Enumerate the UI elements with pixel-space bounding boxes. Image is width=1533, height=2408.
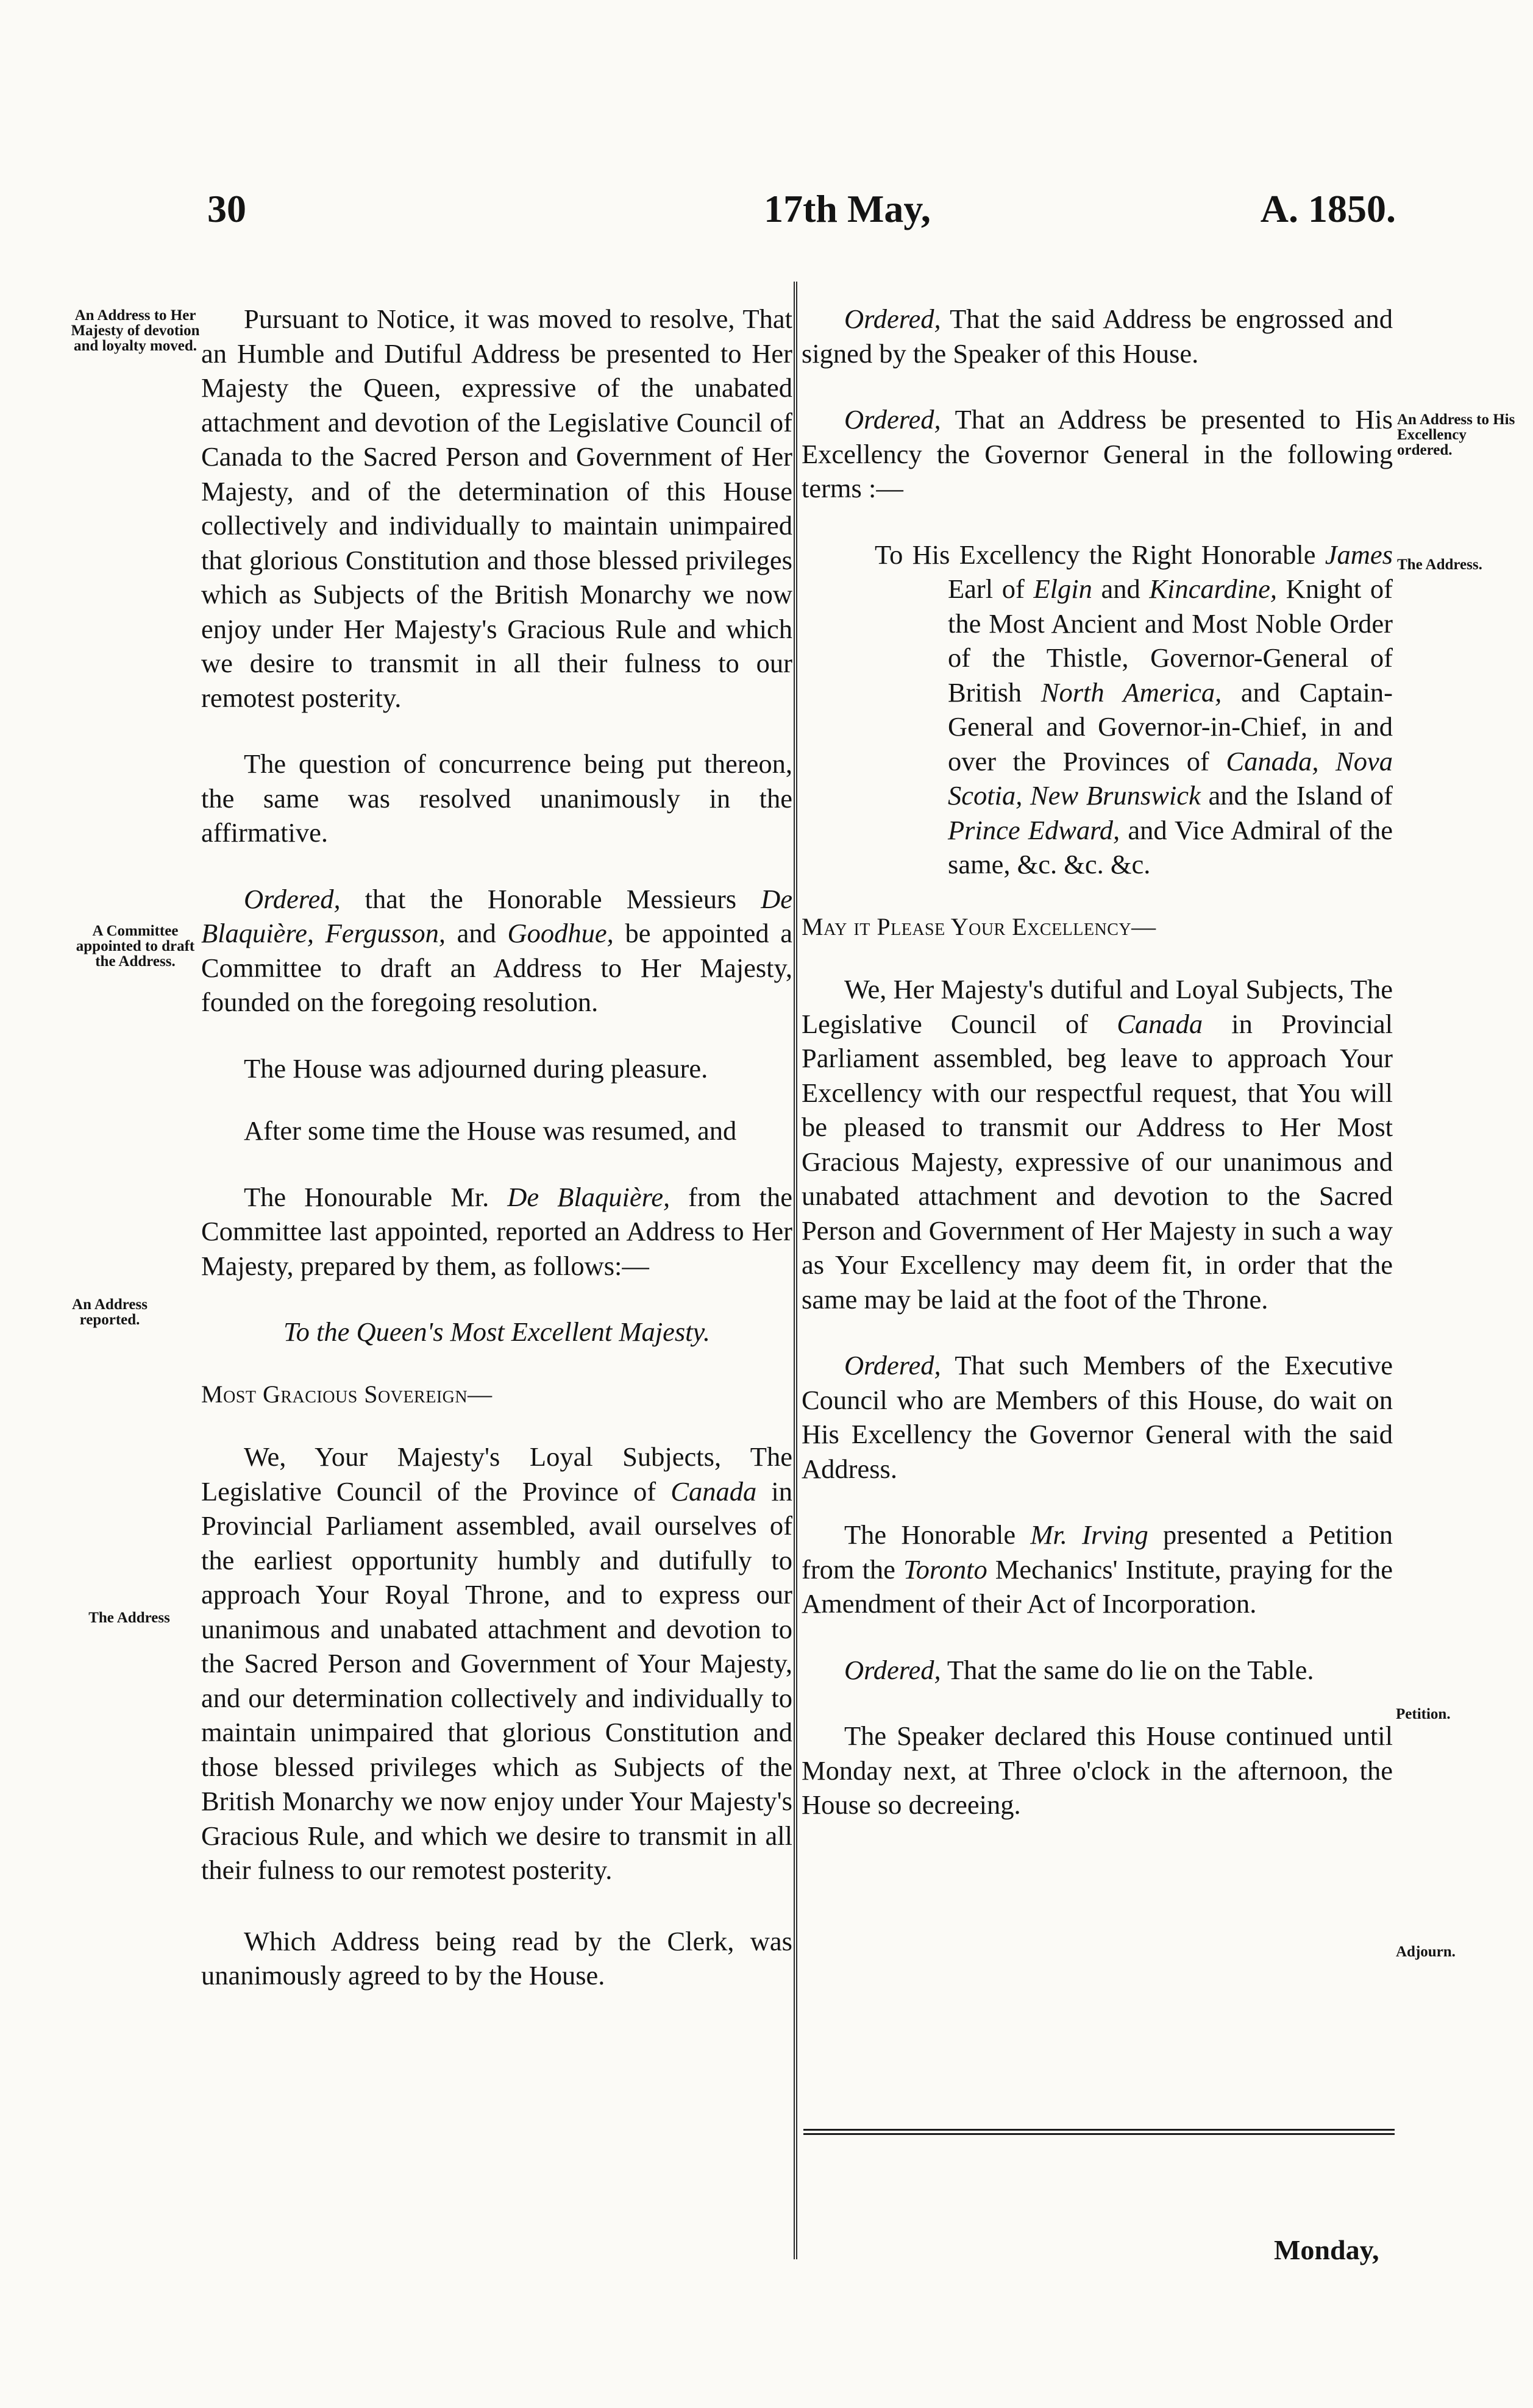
section-rule	[803, 2129, 1395, 2135]
margin-note-address-moved: An Address to Her Majesty of devotion and loyalty moved.	[71, 307, 200, 354]
excellency-heading: May it Please Your Excellency—	[802, 912, 1156, 940]
paragraph-engrossed: Ordered, That the said Address be engrossed and signed by the Speaker of this House.	[802, 304, 1393, 369]
salutation: To the Queen's Most Excellent Majesty.	[283, 1316, 710, 1347]
page-header	[207, 186, 1396, 235]
page-number: 30	[207, 187, 246, 230]
paragraph-address-queen: We, Your Majesty's Loyal Subjects, The Legislative Council of the Province of Canada in Provincial Parliament assembled, avail ourselves of the earliest opportunity humbly and dutifully to approach Your Royal Throne, and to express our unanimous and unabated attachment and devotion to the Sacred Person and Government of Your Majesty, and our determination collectively and individually to maintain unimpaired that glorious Constitution and those blessed privileges which as Subjects of the British Monarchy we now enjoy under Your Majesty's Gracious Rule, and which we desire to transmit in all their fulness to our remotest posterity.	[201, 1441, 792, 1885]
catchword: Monday,	[1274, 2234, 1379, 2265]
column-divider	[794, 282, 797, 2259]
margin-note-committee: A Committee appointed to draft the Address.	[76, 923, 195, 970]
margin-note-adjourn: Adjourn.	[1396, 1944, 1456, 1960]
left-column	[201, 302, 792, 1993]
paragraph-resumed: After some time the House was resumed, and	[244, 1115, 737, 1146]
paragraph-petition: The Honorable Mr. Irving presented a Petition from the Toronto Mechanics' Institute, praying for the Amendment of their Act of Incorporation.	[802, 1519, 1393, 1619]
paragraph-table: Ordered, That the same do lie on the Table.	[844, 1654, 1314, 1685]
paragraph-concurrence: The question of concurrence being put thereon, the same was resolved unanimously in the affirmative.	[201, 748, 792, 848]
header-year: A. 1850.	[1260, 187, 1396, 230]
margin-note-the-address: The Address	[88, 1610, 170, 1626]
paragraph-adjournment: The Speaker declared this House continued until Monday next, at Three o'clock in the afternoon, the House so decreeing.	[802, 1721, 1393, 1820]
paragraph-agreed: Which Address being read by the Clerk, was unanimously agreed to by the House.	[201, 1925, 792, 1991]
margin-note-reported: An Address reported.	[72, 1296, 148, 1328]
margin-note-address-governor: An Address to His Excellency ordered.	[1397, 411, 1515, 458]
right-column	[802, 302, 1393, 1822]
header-date: 17th May,	[764, 187, 931, 230]
paragraph-request: We, Her Majesty's dutiful and Loyal Subjects, The Legislative Council of Canada in Provincial Parliament assembled, beg leave to approach Your Excellency with our respectful request, that You will be pleased to transmit our Address to Her Most Gracious Majesty, expressive of our unanimous and unabated attachment and devotion to the Sacred Person and Government of Her Majesty in such a way as Your Excellency may deem fit, in order that the same may be laid at the foot of the Throne.	[802, 974, 1393, 1315]
margin-note-the-address-right: The Address.	[1397, 556, 1482, 573]
paragraph-committee: Ordered, that the Honorable Messieurs De Blaquière, Fergusson, and Goodhue, be appointed a Committee to draft an Address to Her Majesty, founded on the foregoing resolution.	[201, 883, 792, 1017]
paragraph-adjourned: The House was adjourned during pleasure.	[244, 1053, 708, 1084]
paragraph-reported: The Honourable Mr. De Blaquière, from the Committee last appointed, reported an Address to Her Majesty, prepared by them, as follows:—	[201, 1181, 792, 1281]
margin-note-petition: Petition.	[1396, 1706, 1451, 1722]
address-heading: Most Gracious Sovereign—	[201, 1380, 493, 1408]
paragraph-address-governor: Ordered, That an Address be presented to His Excellency the Governor General in the following terms :—	[802, 404, 1393, 503]
governor-salutation: To His Excellency the Right Honorable James Earl of Elgin and Kincardine, Knight of the Most Ancient and Most Noble Order of the Thistle, Governor-General of British North America, and Captain-General and Governor-in-Chief, in and over the Provinces of Canada, Nova Scotia, New Brunswick and the Island of Prince Edward, and Vice Admiral of the same, &c. &c. &c.	[875, 539, 1393, 879]
paragraph-executive-council: Ordered, That such Members of the Executive Council who are Members of this House, do wait on His Excellency the Governor General with the said Address.	[802, 1350, 1393, 1484]
paragraph-motion: Pursuant to Notice, it was moved to resolve, That an Humble and Dutiful Address be presented to Her Majesty the Queen, expressive of the unabated attachment and devotion of the Legislative Council of Canada to the Sacred Person and Government of Her Majesty, and of the determination of this House collectively and individually to maintain unimpaired that glorious Constitution and those blessed privileges which as Subjects of the British Monarchy we now enjoy under Her Majesty's Gracious Rule and which we desire to transmit in all their fulness to our remotest posterity.	[201, 304, 792, 713]
